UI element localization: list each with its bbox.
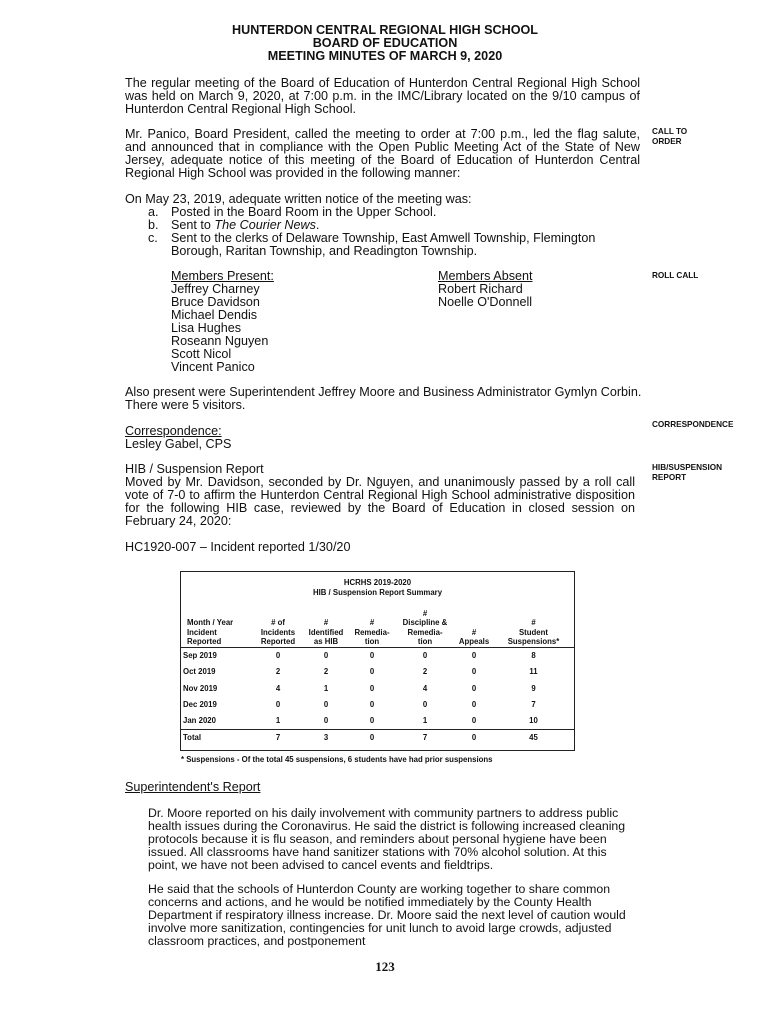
table-cell: 0 <box>471 683 477 693</box>
header-line: # <box>422 608 428 618</box>
header-line: tion <box>417 637 433 646</box>
list-marker: b. <box>148 218 159 232</box>
table-cell: 0 <box>471 716 477 726</box>
newspaper-name: The Courier News <box>214 218 316 232</box>
table-cell: 0 <box>275 700 281 709</box>
header-line: # <box>323 618 329 627</box>
table-cell: 1 <box>323 683 329 693</box>
members-absent-heading: Members Absent <box>438 269 533 283</box>
table-cell: 0 <box>369 650 375 660</box>
table-row <box>181 664 574 681</box>
correspondence-section <box>125 425 640 451</box>
table-cell: 0 <box>422 650 428 660</box>
table-header-row <box>181 605 574 647</box>
table-row <box>181 680 574 697</box>
side-label-roll-call: ROLL CALL <box>652 271 699 280</box>
table-cell: 0 <box>369 716 375 726</box>
column-header <box>395 605 455 647</box>
members-present-heading: Members Present: <box>171 269 274 283</box>
meeting-date-title: MEETING MINUTES OF MARCH 9, 2020 <box>267 49 503 63</box>
hib-summary-table <box>180 571 575 751</box>
table-cell: 7 <box>531 700 536 709</box>
notice-lead: On May 23, 2019, adequate written notice of the meeting was: <box>125 192 472 206</box>
header-line: Appeals <box>458 637 490 646</box>
hib-incident: HC1920-007 – Incident reported 1/30/20 <box>125 540 351 554</box>
correspondence-text: Lesley Gabel, CPS <box>125 437 232 451</box>
table-row <box>181 647 574 664</box>
header-line: Student <box>518 627 549 637</box>
table-cell: 0 <box>369 700 375 709</box>
document-subtitle: BOARD OF EDUCATION <box>312 36 458 50</box>
header-line: Incidents <box>260 627 296 637</box>
intro-paragraph: The regular meeting of the Board of Education of Hunterdon Central Regional High School was held on March 9, 2020, at 7:00 p.m. in the IMC/Library located on the 9/10 campus of Hunterdon Central Regional High School. <box>125 76 640 116</box>
call-to-order-paragraph: Mr. Panico, Board President, called the meeting to order at 7:00 p.m., led the flag salute, and announced that in compliance with the Open Public Meeting Act of the State of New Jersey, adequate notice of this meeting of the Board of Education of Hunterdon Central Regional High School was provided in the following manner: <box>125 127 640 180</box>
list-marker: c. <box>148 231 158 245</box>
document-title: HUNTERDON CENTRAL REGIONAL HIGH SCHOOL <box>232 23 538 37</box>
header-line: # <box>531 618 536 627</box>
member-absent: Robert Richard <box>438 282 523 296</box>
member-present: Vincent Panico <box>171 360 255 374</box>
member-present: Roseann Nguyen <box>171 334 269 348</box>
table-cell: Nov 2019 <box>183 683 218 693</box>
table-total-row <box>181 730 574 747</box>
header-line: tion <box>364 637 380 646</box>
table-cell: 10 <box>529 716 538 726</box>
header-line: Reported <box>187 637 222 646</box>
table-cell: 0 <box>323 716 329 726</box>
header-line: # <box>369 618 375 627</box>
header-line: # of <box>271 618 285 627</box>
table-cell: Total <box>183 733 202 743</box>
list-text: Sent to the clerks of Delaware Township, East Amwell Township, Flemington Borough, Raritan Township, and Readington Township. <box>171 231 596 258</box>
table-cell: 0 <box>471 650 477 660</box>
hib-heading: HIB / Suspension Report <box>125 462 264 476</box>
table-cell: 4 <box>422 683 428 693</box>
column-header <box>253 605 303 647</box>
header-line: # <box>471 627 477 637</box>
side-label-correspondence: CORRESPONDENCE <box>652 420 734 429</box>
table-cell: 4 <box>275 683 281 693</box>
member-present: Michael Dendis <box>171 308 258 322</box>
table-cell: 2 <box>422 667 428 676</box>
table-cell: 0 <box>422 700 428 709</box>
table-cell: 7 <box>275 733 281 743</box>
table-cell: Jan 2020 <box>183 716 216 726</box>
table-cell: 3 <box>323 733 329 743</box>
member-present: Jeffrey Charney <box>171 282 260 296</box>
table-cell: 8 <box>531 650 536 660</box>
members-present-list <box>171 270 371 374</box>
table-cell: Sep 2019 <box>183 650 217 660</box>
table-cell: 0 <box>369 683 375 693</box>
header-line: Remedia- <box>354 627 390 637</box>
table-cell: 7 <box>422 733 428 743</box>
list-marker: a. <box>148 205 159 219</box>
superintendent-paragraph-2: He said that the schools of Hunterdon County are working together to share common concerns and actions, and he would be notified immediately by the County Health Department if respiratory illness increase. Dr. Moore said the next level of caution would involve more sanitization, contingencies for unit lunch to avoid large crowds, adjusted classroom practices, and postponement <box>148 882 626 949</box>
table-row <box>181 697 574 714</box>
page-number: 123 <box>375 959 395 974</box>
member-present: Scott Nicol <box>171 347 232 361</box>
hib-paragraph: Moved by Mr. Davidson, seconded by Dr. Nguyen, and unanimously passed by a roll call vote of 7-0 to affirm the Hunterdon Central Regional High School administrative disposition for the following HIB case, reviewed by the Board of Education in closed session on February 24, 2020: <box>125 475 635 528</box>
hib-section <box>125 463 635 528</box>
side-label-line: HIB/SUSPENSION <box>652 463 723 472</box>
table-cell: Dec 2019 <box>183 700 217 709</box>
also-present-paragraph: Also present were Superintendent Jeffrey Moore and Business Administrator Gymlyn Corbin. There were 5 visitors. <box>125 385 642 412</box>
header-line: Incident <box>187 627 217 637</box>
table-cell: 2 <box>275 667 281 676</box>
table-subtitle: HIB / Suspension Report Summary <box>312 588 443 597</box>
side-label-line: CALL TO <box>652 127 688 136</box>
table-cell: 45 <box>529 733 538 743</box>
table-title: HCRHS 2019-2020 <box>343 578 412 587</box>
table-row <box>181 713 574 730</box>
superintendent-paragraph-1: Dr. Moore reported on his daily involvement with community partners to address public health issues during the Coronavirus. He said the district is following increased cleaning protocols because it is flu season, and reminders about personal hygiene have been issued. All classrooms have hand sanitizer stations with 70% alcohol solution. At this point, we have not been advised to cancel events and fieldtrips. <box>148 806 626 873</box>
members-absent-list <box>438 270 638 309</box>
header-line: Reported <box>260 637 296 646</box>
table-cell: 1 <box>275 716 281 726</box>
summary-grid <box>181 605 574 746</box>
table-cell: 9 <box>531 683 536 693</box>
header-line: Discipline & <box>402 618 448 627</box>
side-label-line: ORDER <box>652 136 682 146</box>
column-header <box>349 605 395 647</box>
list-text: Posted in the Board Room in the Upper School. <box>171 205 437 219</box>
superintendent-heading: Superintendent's Report <box>125 780 261 794</box>
header-line: Identified <box>308 627 344 637</box>
header-line: Month / Year <box>187 618 234 627</box>
table-cell: 0 <box>323 700 329 709</box>
list-text-post: . <box>315 218 320 232</box>
table-cell: Oct 2019 <box>183 667 216 676</box>
table-footnote: * Suspensions - Of the total 45 suspensions, 6 students have had prior suspensions <box>181 755 493 764</box>
header-line: Remedia- <box>407 627 443 637</box>
column-header <box>181 605 253 647</box>
correspondence-heading: Correspondence: <box>125 424 222 438</box>
column-header <box>303 605 349 647</box>
member-absent: Noelle O'Donnell <box>438 295 533 309</box>
table-cell: 0 <box>471 733 477 743</box>
column-header <box>493 605 574 647</box>
list-text-pre: Sent to <box>171 218 215 232</box>
table-cell: 0 <box>471 667 477 676</box>
table-cell: 1 <box>422 716 428 726</box>
table-cell: 0 <box>323 650 329 660</box>
table-cell: 11 <box>529 667 538 676</box>
column-header <box>455 605 493 647</box>
member-present: Bruce Davidson <box>171 295 260 309</box>
side-label-hib <box>652 463 762 482</box>
table-cell: 0 <box>369 667 375 676</box>
table-cell: 0 <box>369 733 375 743</box>
side-label-line: REPORT <box>652 472 687 482</box>
member-present: Lisa Hughes <box>171 321 242 335</box>
table-cell: 0 <box>471 700 477 709</box>
header-line: Suspensions* <box>507 637 560 646</box>
side-label-call-to-order <box>652 127 762 146</box>
table-cell: 0 <box>275 650 281 660</box>
table-cell: 2 <box>323 667 329 676</box>
header-line: as HIB <box>313 637 339 646</box>
